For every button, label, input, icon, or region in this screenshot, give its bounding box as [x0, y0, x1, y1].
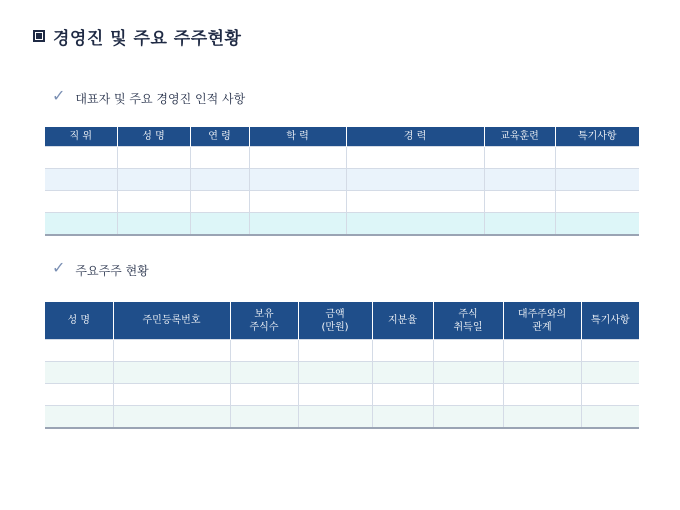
table-cell[interactable] [503, 340, 581, 362]
table-cell[interactable] [581, 340, 639, 362]
column-header-share-ratio: 지분율 [372, 302, 433, 340]
table-cell[interactable] [45, 384, 113, 406]
table-cell[interactable] [249, 191, 346, 213]
table-cell[interactable] [433, 362, 503, 384]
page-title-text: 경영진 및 주요 주주현황 [53, 28, 242, 49]
table-cell[interactable] [372, 340, 433, 362]
table-cell[interactable] [298, 362, 372, 384]
column-header-age: 연 령 [190, 127, 249, 147]
column-header-training: 교육훈련 [484, 127, 555, 147]
section-heading-shareholders [52, 260, 149, 280]
table-cell[interactable] [555, 169, 639, 191]
table-cell[interactable] [484, 147, 555, 169]
table-cell[interactable] [113, 340, 230, 362]
column-header-acquisition-date: 주식 취득일 [433, 302, 503, 340]
table-cell[interactable] [113, 384, 230, 406]
table-cell[interactable] [581, 362, 639, 384]
table-cell[interactable] [45, 362, 113, 384]
shareholders-table [45, 302, 639, 429]
column-header-position: 직 위 [45, 127, 117, 147]
table-cell[interactable] [249, 147, 346, 169]
section-heading-executives [52, 88, 245, 108]
table-cell[interactable] [45, 191, 117, 213]
checkmark-icon: ✓ [52, 86, 66, 105]
table-cell[interactable] [298, 384, 372, 406]
column-header-shares-held: 보유 주식수 [230, 302, 298, 340]
table-cell[interactable] [346, 169, 484, 191]
section-heading-text: 대표자 및 주요 경영진 인적 사항 [75, 91, 246, 106]
column-header-remarks: 특기사항 [555, 127, 639, 147]
table-cell[interactable] [581, 384, 639, 406]
table-cell[interactable] [117, 213, 190, 236]
table-header-row [45, 127, 639, 147]
table-cell[interactable] [555, 191, 639, 213]
checkmark-icon: ✓ [52, 258, 66, 277]
column-header-name: 성 명 [117, 127, 190, 147]
table-row [45, 191, 639, 213]
table-header-row [45, 302, 639, 340]
table-cell[interactable] [190, 191, 249, 213]
table-cell[interactable] [298, 406, 372, 429]
square-bullet-icon [33, 30, 45, 42]
table-cell[interactable] [372, 384, 433, 406]
table-cell[interactable] [249, 169, 346, 191]
column-header-relationship: 대주주와의 관계 [503, 302, 581, 340]
table-row [45, 169, 639, 191]
table-cell[interactable] [190, 169, 249, 191]
table-cell[interactable] [117, 147, 190, 169]
table-cell[interactable] [45, 147, 117, 169]
table-cell[interactable] [190, 213, 249, 236]
table-cell[interactable] [117, 191, 190, 213]
page-title [33, 24, 241, 48]
table-cell[interactable] [433, 384, 503, 406]
table-cell[interactable] [581, 406, 639, 429]
table-row [45, 406, 639, 429]
table-cell[interactable] [45, 213, 117, 236]
table-cell[interactable] [484, 169, 555, 191]
table-cell[interactable] [113, 362, 230, 384]
table-cell[interactable] [298, 340, 372, 362]
table-cell[interactable] [484, 191, 555, 213]
table-cell[interactable] [555, 213, 639, 236]
column-header-education: 학 력 [249, 127, 346, 147]
table-cell[interactable] [117, 169, 190, 191]
table-cell[interactable] [230, 384, 298, 406]
column-header-resident-number: 주민등록번호 [113, 302, 230, 340]
column-header-amount: 금액 (만원) [298, 302, 372, 340]
table-cell[interactable] [503, 384, 581, 406]
table-cell[interactable] [346, 191, 484, 213]
column-header-remarks: 특기사항 [581, 302, 639, 340]
table-cell[interactable] [372, 362, 433, 384]
table-row [45, 384, 639, 406]
table-row [45, 147, 639, 169]
table-cell[interactable] [249, 213, 346, 236]
table-row [45, 340, 639, 362]
table-cell[interactable] [503, 406, 581, 429]
table-row [45, 362, 639, 384]
table-cell[interactable] [230, 362, 298, 384]
table-cell[interactable] [45, 169, 117, 191]
table-cell[interactable] [503, 362, 581, 384]
table-cell[interactable] [372, 406, 433, 429]
table-cell[interactable] [230, 340, 298, 362]
table-cell[interactable] [113, 406, 230, 429]
table-cell[interactable] [346, 213, 484, 236]
column-header-career: 경 력 [346, 127, 484, 147]
table-row [45, 213, 639, 236]
table-cell[interactable] [346, 147, 484, 169]
section-heading-text: 주요주주 현황 [75, 263, 149, 278]
table-cell[interactable] [45, 340, 113, 362]
table-cell[interactable] [230, 406, 298, 429]
table-cell[interactable] [190, 147, 249, 169]
executives-table [45, 127, 639, 236]
table-cell[interactable] [433, 406, 503, 429]
table-cell[interactable] [484, 213, 555, 236]
table-cell[interactable] [433, 340, 503, 362]
column-header-name: 성 명 [45, 302, 113, 340]
table-cell[interactable] [555, 147, 639, 169]
table-cell[interactable] [45, 406, 113, 429]
